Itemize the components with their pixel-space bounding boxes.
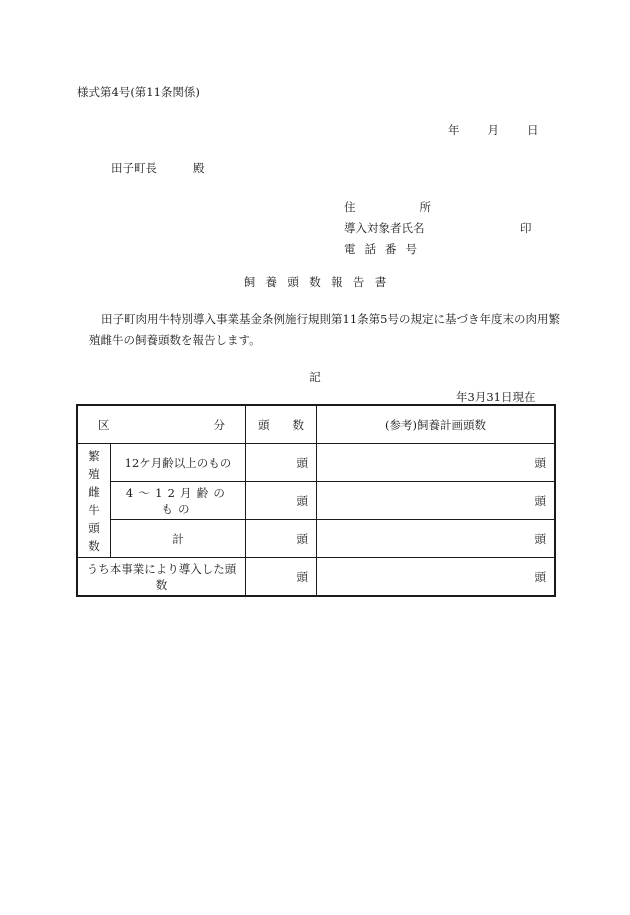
table-footer-row [77, 558, 555, 597]
header-tosu [246, 405, 317, 444]
head-count-cell[interactable]: 頭 [246, 520, 317, 558]
head-count-cell[interactable]: 頭 [246, 558, 317, 597]
row-label: 12ケ月齢以上のもの [111, 444, 246, 482]
table-row [77, 520, 555, 558]
row-label-total: 計 [111, 520, 246, 558]
name-label: 導入対象者氏名 [344, 221, 425, 235]
address-label-2: 所 [419, 200, 431, 214]
phone-label-4: 号 [405, 242, 417, 256]
plan-count-cell[interactable]: 頭 [317, 558, 556, 597]
table-row [77, 444, 555, 482]
date-line [448, 122, 539, 138]
row-label: 4〜12月齢のもの [111, 482, 246, 520]
category-line-2: 雌 牛 [88, 484, 112, 517]
phone-label-2: 話 [364, 242, 376, 256]
address-row [344, 197, 544, 218]
header-kubun [77, 405, 246, 444]
category-cell [77, 444, 111, 558]
plan-count-cell[interactable]: 頭 [317, 444, 556, 482]
ki-mark: 記 [309, 370, 321, 384]
date-month: 月 [487, 123, 499, 137]
addressee-suffix: 殿 [193, 161, 205, 175]
header-tosu-2: 数 [292, 417, 304, 432]
addressee-name: 田子町長 [111, 161, 157, 175]
phone-label-1: 電 [344, 242, 356, 256]
header-kubun-2: 分 [213, 417, 225, 432]
as-of-date: 年3月31日現在 [456, 390, 536, 404]
header-kubun-1: 区 [98, 417, 110, 432]
date-day: 日 [527, 123, 539, 137]
addressee [111, 160, 205, 176]
category-line-3: 頭 数 [88, 520, 112, 553]
footer-label: うち本事業により導入した頭数 [77, 558, 246, 597]
report-table [76, 404, 556, 597]
head-count-cell[interactable]: 頭 [246, 444, 317, 482]
body-text: 田子町肉用牛特別導入事業基金条例施行規則第11条第5号の規定に基づき年度末の肉用繁殖雌牛の飼養頭数を報告します。 [89, 312, 560, 347]
table-header-row [77, 405, 555, 444]
header-plan: (参考)飼養計画頭数 [317, 405, 556, 444]
document-title: 飼養頭数報告書 [243, 275, 397, 289]
plan-count-cell[interactable]: 頭 [317, 520, 556, 558]
name-row [344, 218, 544, 239]
form-number: 様式第4号(第11条関係) [77, 85, 200, 99]
seal-mark: 印 [520, 221, 532, 235]
head-count-cell[interactable]: 頭 [246, 482, 317, 520]
header-tosu-1: 頭 [258, 417, 270, 432]
phone-label-3: 番 [385, 242, 397, 256]
reporter-block [344, 197, 544, 260]
category-line-1: 繁 殖 [88, 448, 112, 481]
plan-count-cell[interactable]: 頭 [317, 482, 556, 520]
table-row [77, 482, 555, 520]
date-year: 年 [448, 123, 460, 137]
address-label-1: 住 [344, 200, 356, 214]
phone-row [344, 239, 544, 260]
